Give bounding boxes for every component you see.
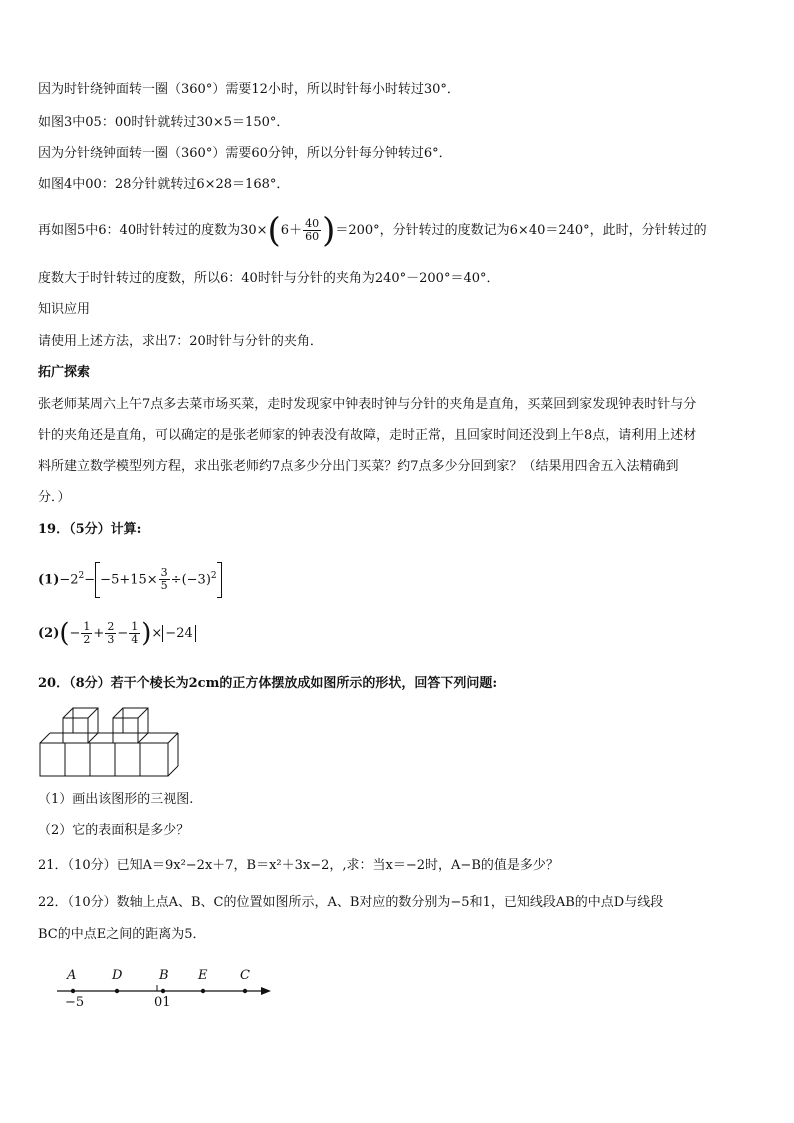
para-fig3: 如图3中05：00时针就转过30×5＝150°．	[38, 115, 290, 130]
para-explore-3: 料所建立数学模型列方程，求出张老师约7点多少分出门买菜？约7点多少分回到家？（结果用四舍五入法精确到	[38, 459, 679, 474]
point-C	[243, 989, 247, 993]
q20-title: 20．（8分）若干个棱长为2cm的正方体摆放成如图所示的形状，回答下列问题:	[38, 676, 498, 691]
point-B	[161, 989, 165, 993]
para-fig5-pre: 再如图5中6：40时针转过的度数为30×	[38, 223, 268, 238]
label-E: E	[198, 968, 208, 983]
point-A	[71, 989, 75, 993]
label-C: C	[240, 968, 250, 983]
cube-figure	[38, 706, 188, 781]
para-fig5: 再如图5中6：40时针转过的度数为30×(6＋ $\frac{40}{60}$ )＝200°，分针转过的度数记为6×40＝240°，此时，分针转过的	[38, 210, 707, 251]
para-fig5-cont: 度数大于时针转过的度数，所以6：40时针与分针的夹角为240°－200°＝40°．	[38, 271, 500, 286]
q19-title: 19．（5分）计算:	[38, 522, 142, 537]
q19-expr1: $(1)-2^2- -5+15\times$ $\frac{3}{5}$ $\div(-3)^2$	[38, 555, 222, 601]
q22-line1: 22．（10分）数轴上点A、B、C的位置如图所示，A、B对应的数分别为−5和1，已知线段AB的中点D与线段	[38, 895, 664, 910]
para-minute-hand: 因为分针绕钟面转一圈（360°）需要60分钟，所以分针每分钟转过6°．	[38, 146, 452, 161]
q19-expr2: (2)(− $\frac{1}{2}$ + $\frac{2}{3}$ − $\frac{1}{4}$ )× −24	[38, 614, 196, 654]
para-fig4: 如图4中00：28分针就转过6×28＝168°．	[38, 177, 290, 192]
para-hour-hand: 因为时针绕钟面转一圈（360°）需要12小时，所以时针每小时转过30°．	[38, 82, 460, 97]
para-explore-4: 分．）	[38, 490, 71, 505]
q20-sub2: （2）它的表面积是多少？	[38, 823, 190, 838]
para-fig5-inner: 6＋	[280, 223, 303, 238]
tick-01: 01	[154, 995, 171, 1010]
label-D: D	[112, 968, 123, 983]
tick-minus5: −5	[65, 995, 85, 1010]
q21: 21．（10分）已知A＝9x²−2x＋7，B＝x²＋3x−2，,求：当x＝−2时，A−B的值是多少？	[38, 858, 559, 873]
number-line	[55, 962, 275, 1012]
point-E	[201, 989, 205, 993]
point-D	[115, 989, 119, 993]
para-fig5-post: ＝200°，分针转过的度数记为6×40＝240°，此时，分针转过的	[335, 223, 707, 238]
q20-sub1: （1）画出该图形的三视图.	[38, 792, 194, 807]
para-apply: 请使用上述方法，求出7：20时针与分针的夹角．	[38, 334, 323, 349]
label-B: B	[159, 968, 169, 983]
label-A: A	[67, 968, 77, 983]
para-explore-2: 针的夹角还是直角，可以确定的是张老师家的钟表没有故障，走时正常，且回家时间还没到上午8点，请利用上述材	[38, 428, 697, 443]
heading-explore: 拓广探索	[38, 365, 91, 380]
fraction: $\frac{40}{60}$	[305, 217, 320, 243]
para-explore-1: 张老师某周六上午7点多去菜市场买菜，走时发现家中钟表时钟与分针的夹角是直角，买菜回到家发现钟表时针与分	[38, 397, 697, 412]
q22-line2: BC的中点E之间的距离为5．	[38, 927, 206, 942]
heading-knowledge: 知识应用	[38, 302, 91, 317]
